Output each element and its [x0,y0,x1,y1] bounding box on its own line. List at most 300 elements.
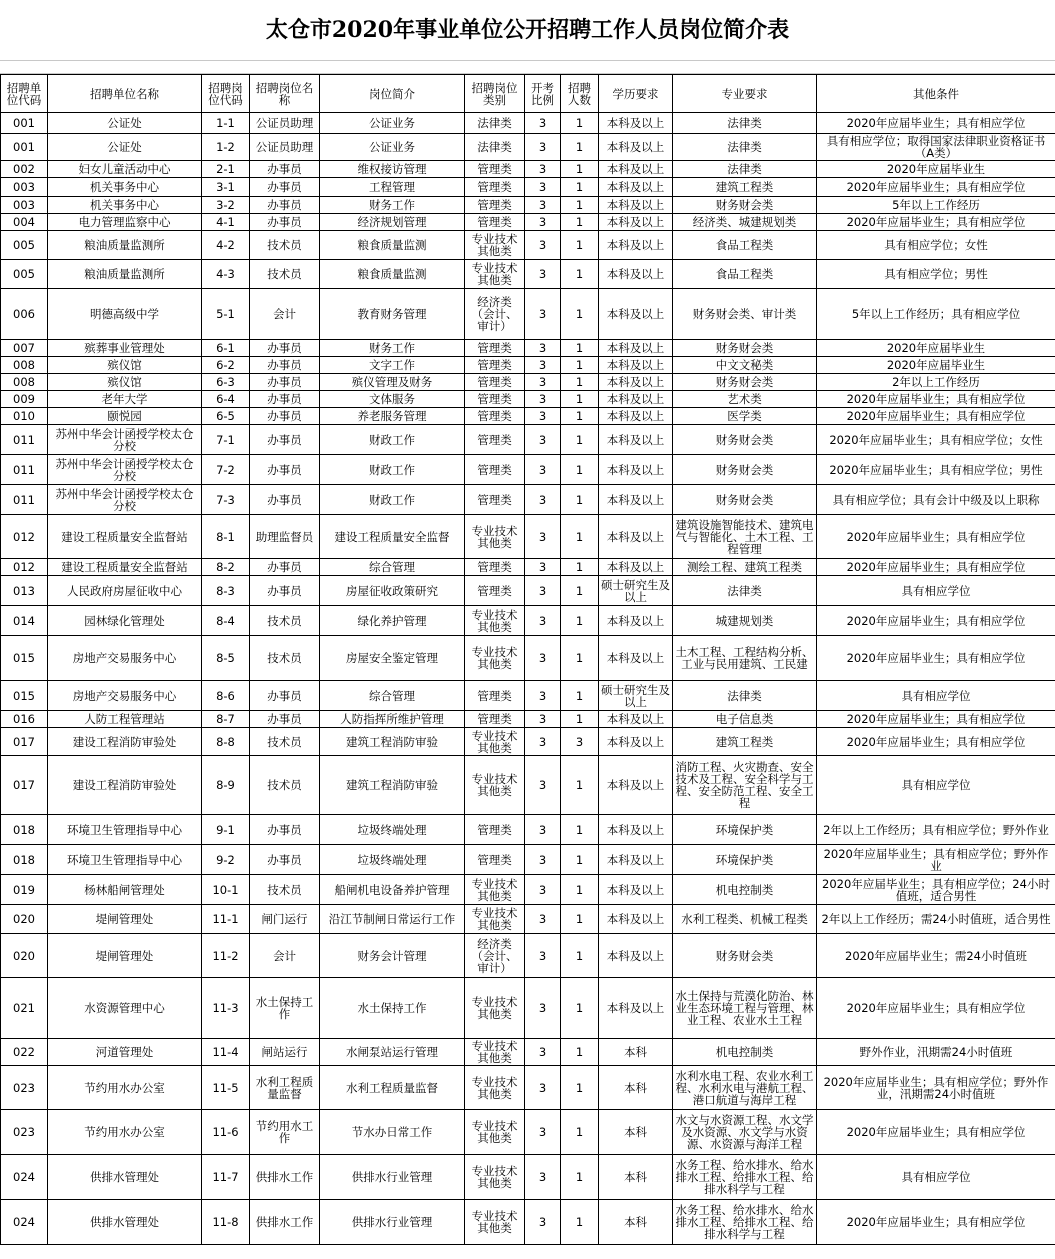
cell-unit-name: 建设工程质量安全监督站 [48,515,202,559]
cell-post-name: 办事员 [250,711,320,728]
cell-unit-code: 007 [1,340,48,357]
cell-post-name: 闸门运行 [250,905,320,934]
cell-post-code: 4-3 [202,260,250,289]
cell-unit-name: 人防工程管理站 [48,711,202,728]
cell-hire-count: 1 [561,408,599,425]
cell-post-intro: 房屋征收政策研究 [320,576,465,606]
cell-exam-ratio: 3 [525,260,561,289]
cell-exam-ratio: 3 [525,845,561,875]
cell-post-intro: 公证业务 [320,113,465,134]
cell-exam-ratio: 3 [525,134,561,161]
header-post-intro: 岗位简介 [320,75,465,113]
cell-exam-ratio: 3 [525,113,561,134]
cell-major: 食品工程类 [673,231,817,260]
cell-post-intro: 房屋安全鉴定管理 [320,636,465,681]
cell-unit-name: 殡葬事业管理处 [48,340,202,357]
cell-exam-ratio: 3 [525,161,561,178]
cell-other-conditions: 具有相应学位；取得国家法律职业资格证书（A类） [817,134,1055,161]
table-row [1,1110,1055,1155]
table-row [1,289,1055,340]
cell-unit-name: 环境卫生管理指导中心 [48,845,202,875]
table-row [1,340,1055,357]
cell-other-conditions: 2020年应届毕业生；具有相应学位 [817,391,1055,408]
table-row [1,161,1055,178]
cell-major: 法律类 [673,681,817,711]
cell-unit-name: 机关事务中心 [48,197,202,214]
cell-other-conditions: 具有相应学位 [817,576,1055,606]
cell-exam-ratio: 3 [525,728,561,756]
cell-post-category: 专业技术其他类 [465,231,525,260]
cell-education: 本科及以上 [599,113,673,134]
cell-education: 本科及以上 [599,606,673,636]
cell-education: 本科 [599,1155,673,1200]
cell-unit-code: 023 [1,1066,48,1110]
cell-post-name: 公证员助理 [250,134,320,161]
cell-hire-count: 1 [561,934,599,978]
cell-hire-count: 1 [561,1155,599,1200]
cell-other-conditions: 2020年应届毕业生；具有相应学位 [817,636,1055,681]
cell-post-category: 专业技术其他类 [465,1039,525,1066]
cell-post-name: 技术员 [250,728,320,756]
cell-post-intro: 垃圾终端处理 [320,815,465,845]
cell-post-code: 6-1 [202,340,250,357]
table-row [1,934,1055,978]
cell-education: 本科及以上 [599,134,673,161]
cell-post-code: 7-2 [202,455,250,485]
cell-major: 财务财会类 [673,197,817,214]
cell-unit-name: 机关事务中心 [48,178,202,197]
cell-major: 城建规划类 [673,606,817,636]
cell-unit-code: 012 [1,559,48,576]
cell-post-intro: 沿江节制闸日常运行工作 [320,905,465,934]
cell-education: 本科及以上 [599,559,673,576]
cell-other-conditions: 2020年应届毕业生；具有相应学位；女性 [817,425,1055,455]
cell-other-conditions: 具有相应学位 [817,1155,1055,1200]
cell-post-intro: 财政工作 [320,425,465,455]
cell-major: 财务财会类 [673,934,817,978]
cell-exam-ratio: 3 [525,1110,561,1155]
cell-exam-ratio: 3 [525,576,561,606]
cell-education: 本科及以上 [599,636,673,681]
cell-post-category: 管理类 [465,576,525,606]
cell-post-intro: 建设工程质量安全监督 [320,515,465,559]
cell-post-name: 办事员 [250,815,320,845]
table-row [1,875,1055,905]
cell-unit-name: 环境卫生管理指导中心 [48,815,202,845]
cell-post-code: 8-9 [202,756,250,815]
table-row [1,845,1055,875]
cell-post-intro: 殡仪管理及财务 [320,374,465,391]
cell-post-intro: 财务会计管理 [320,934,465,978]
cell-major: 财务财会类 [673,340,817,357]
cell-post-code: 11-5 [202,1066,250,1110]
cell-major: 环境保护类 [673,845,817,875]
cell-hire-count: 1 [561,214,599,231]
cell-other-conditions: 2年以上工作经历；具有相应学位；野外作业 [817,815,1055,845]
cell-post-code: 8-1 [202,515,250,559]
cell-post-code: 9-1 [202,815,250,845]
cell-unit-name: 电力管理监察中心 [48,214,202,231]
cell-other-conditions: 2020年应届毕业生；具有相应学位；野外作业，汛期需24小时值班 [817,1066,1055,1110]
cell-education: 本科 [599,1039,673,1066]
cell-post-intro: 综合管理 [320,681,465,711]
cell-education: 本科及以上 [599,875,673,905]
table-row [1,357,1055,374]
cell-unit-code: 003 [1,197,48,214]
cell-unit-code: 015 [1,636,48,681]
cell-unit-code: 002 [1,161,48,178]
cell-major: 财务财会类、审计类 [673,289,817,340]
cell-post-code: 5-1 [202,289,250,340]
cell-unit-code: 020 [1,905,48,934]
cell-post-category: 法律类 [465,113,525,134]
cell-education: 硕士研究生及以上 [599,576,673,606]
cell-post-name: 技术员 [250,636,320,681]
cell-major: 水利水电工程、农业水利工程、水利水电与港航工程、港口航道与海岸工程 [673,1066,817,1110]
cell-unit-code: 009 [1,391,48,408]
cell-post-intro: 养老服务管理 [320,408,465,425]
cell-post-name: 技术员 [250,875,320,905]
cell-major: 建筑设施智能技术、建筑电气与智能化、土木工程、工程管理 [673,515,817,559]
cell-education: 本科及以上 [599,289,673,340]
cell-other-conditions: 2020年应届毕业生；具有相应学位；24小时值班，适合男性 [817,875,1055,905]
cell-post-name: 技术员 [250,260,320,289]
cell-unit-code: 008 [1,374,48,391]
cell-post-code: 3-2 [202,197,250,214]
cell-education: 本科及以上 [599,455,673,485]
header-post-name: 招聘岗位名称 [250,75,320,113]
cell-other-conditions: 具有相应学位 [817,756,1055,815]
cell-unit-code: 022 [1,1039,48,1066]
cell-hire-count: 1 [561,260,599,289]
table-row [1,113,1055,134]
cell-post-name: 会计 [250,934,320,978]
cell-exam-ratio: 3 [525,978,561,1039]
table-row [1,515,1055,559]
cell-education: 本科及以上 [599,728,673,756]
cell-unit-name: 苏州中华会计函授学校太仓分校 [48,425,202,455]
cell-exam-ratio: 3 [525,1066,561,1110]
table-row [1,756,1055,815]
cell-post-category: 管理类 [465,455,525,485]
cell-exam-ratio: 3 [525,711,561,728]
cell-post-name: 会计 [250,289,320,340]
cell-unit-code: 012 [1,515,48,559]
cell-unit-name: 公证处 [48,113,202,134]
cell-major: 机电控制类 [673,875,817,905]
cell-post-intro: 节水办日常工作 [320,1110,465,1155]
cell-education: 本科及以上 [599,905,673,934]
cell-unit-code: 008 [1,357,48,374]
cell-major: 艺术类 [673,391,817,408]
cell-major: 食品工程类 [673,260,817,289]
cell-major: 中文文秘类 [673,357,817,374]
cell-exam-ratio: 3 [525,815,561,845]
cell-education: 本科及以上 [599,845,673,875]
cell-unit-code: 006 [1,289,48,340]
cell-hire-count: 1 [561,905,599,934]
cell-post-intro: 工程管理 [320,178,465,197]
cell-education: 本科 [599,1110,673,1155]
table-row [1,681,1055,711]
cell-major: 消防工程、火灾勘查、安全技术及工程、安全科学与工程、安全防范工程、安全工程 [673,756,817,815]
cell-major: 水土保持与荒漠化防治、林业生态环境工程与管理、林业工程、农业水土工程 [673,978,817,1039]
cell-post-name: 闸站运行 [250,1039,320,1066]
cell-education: 本科 [599,1200,673,1245]
cell-post-intro: 粮食质量监测 [320,231,465,260]
cell-post-intro: 财务工作 [320,340,465,357]
cell-hire-count: 3 [561,728,599,756]
table-row [1,606,1055,636]
table-row [1,576,1055,606]
table-row [1,391,1055,408]
cell-unit-code: 011 [1,425,48,455]
cell-unit-code: 010 [1,408,48,425]
header-unit-code: 招聘单位代码 [1,75,48,113]
cell-hire-count: 1 [561,1110,599,1155]
cell-unit-name: 供排水管理处 [48,1155,202,1200]
cell-exam-ratio: 3 [525,1039,561,1066]
cell-major: 法律类 [673,113,817,134]
table-row [1,905,1055,934]
cell-unit-code: 024 [1,1155,48,1200]
cell-hire-count: 1 [561,134,599,161]
table-row [1,214,1055,231]
cell-post-name: 办事员 [250,455,320,485]
table-row [1,178,1055,197]
cell-post-category: 经济类（会计、审计） [465,289,525,340]
cell-post-intro: 供排水行业管理 [320,1155,465,1200]
cell-exam-ratio: 3 [525,905,561,934]
cell-post-category: 专业技术其他类 [465,260,525,289]
table-row [1,455,1055,485]
cell-post-code: 1-1 [202,113,250,134]
cell-unit-code: 011 [1,485,48,515]
cell-other-conditions: 2020年应届毕业生；具有相应学位 [817,214,1055,231]
cell-other-conditions: 2020年应届毕业生；具有相应学位 [817,178,1055,197]
cell-unit-code: 001 [1,113,48,134]
cell-other-conditions: 2020年应届毕业生 [817,357,1055,374]
cell-other-conditions: 具有相应学位；女性 [817,231,1055,260]
cell-unit-name: 节约用水办公室 [48,1066,202,1110]
cell-unit-name: 房地产交易服务中心 [48,681,202,711]
cell-education: 本科 [599,1066,673,1110]
cell-other-conditions: 具有相应学位 [817,681,1055,711]
cell-education: 本科及以上 [599,340,673,357]
cell-unit-code: 015 [1,681,48,711]
cell-post-name: 供排水工作 [250,1200,320,1245]
header-post-category: 招聘岗位类别 [465,75,525,113]
cell-post-category: 管理类 [465,214,525,231]
cell-post-category: 专业技术其他类 [465,978,525,1039]
cell-post-category: 专业技术其他类 [465,1155,525,1200]
table-row [1,1155,1055,1200]
cell-unit-code: 005 [1,231,48,260]
cell-education: 本科及以上 [599,391,673,408]
cell-other-conditions: 5年以上工作经历 [817,197,1055,214]
cell-unit-code: 016 [1,711,48,728]
cell-post-name: 办事员 [250,357,320,374]
table-row [1,231,1055,260]
cell-major: 建筑工程类 [673,178,817,197]
cell-post-category: 管理类 [465,408,525,425]
cell-exam-ratio: 3 [525,485,561,515]
table-row [1,134,1055,161]
cell-post-intro: 粮食质量监测 [320,260,465,289]
cell-major: 水利工程类、机械工程类 [673,905,817,934]
cell-post-code: 11-6 [202,1110,250,1155]
cell-unit-name: 杨林船闸管理处 [48,875,202,905]
cell-unit-code: 018 [1,845,48,875]
cell-exam-ratio: 3 [525,178,561,197]
cell-post-category: 管理类 [465,815,525,845]
cell-post-code: 8-5 [202,636,250,681]
cell-major: 土木工程、工程结构分析、工业与民用建筑、工民建 [673,636,817,681]
cell-hire-count: 1 [561,231,599,260]
cell-unit-name: 园林绿化管理处 [48,606,202,636]
cell-unit-name: 殡仪馆 [48,374,202,391]
cell-post-category: 法律类 [465,134,525,161]
cell-post-code: 8-4 [202,606,250,636]
cell-post-code: 7-3 [202,485,250,515]
cell-hire-count: 1 [561,875,599,905]
cell-unit-name: 粮油质量监测所 [48,260,202,289]
cell-post-category: 管理类 [465,485,525,515]
cell-hire-count: 1 [561,357,599,374]
cell-post-name: 办事员 [250,559,320,576]
table-row [1,425,1055,455]
cell-major: 经济类、城建规划类 [673,214,817,231]
cell-unit-code: 013 [1,576,48,606]
cell-post-code: 1-2 [202,134,250,161]
cell-unit-name: 妇女儿童活动中心 [48,161,202,178]
cell-post-intro: 绿化养护管理 [320,606,465,636]
cell-hire-count: 1 [561,559,599,576]
cell-post-code: 8-7 [202,711,250,728]
cell-post-intro: 水土保持工作 [320,978,465,1039]
cell-exam-ratio: 3 [525,455,561,485]
cell-post-category: 管理类 [465,711,525,728]
cell-education: 本科及以上 [599,408,673,425]
cell-post-category: 管理类 [465,197,525,214]
cell-post-name: 办事员 [250,485,320,515]
cell-hire-count: 1 [561,606,599,636]
cell-post-intro: 财政工作 [320,455,465,485]
cell-other-conditions: 2020年应届毕业生；具有相应学位 [817,113,1055,134]
cell-major: 水文与水资源工程、水文学及水资源、水文学与水资源、水资源与海洋工程 [673,1110,817,1155]
cell-major: 财务财会类 [673,374,817,391]
cell-exam-ratio: 3 [525,408,561,425]
cell-other-conditions: 2020年应届毕业生；具有相应学位 [817,1200,1055,1245]
cell-post-name: 办事员 [250,340,320,357]
cell-unit-name: 节约用水办公室 [48,1110,202,1155]
cell-major: 法律类 [673,134,817,161]
cell-other-conditions: 2020年应届毕业生；具有相应学位 [817,515,1055,559]
cell-other-conditions: 2020年应届毕业生；具有相应学位 [817,559,1055,576]
cell-unit-code: 017 [1,728,48,756]
cell-post-intro: 建筑工程消防审验 [320,728,465,756]
cell-post-code: 11-3 [202,978,250,1039]
cell-post-name: 办事员 [250,425,320,455]
cell-other-conditions: 2年以上工作经历 [817,374,1055,391]
cell-exam-ratio: 3 [525,197,561,214]
cell-other-conditions: 2020年应届毕业生；具有相应学位；男性 [817,455,1055,485]
cell-unit-name: 颐悦园 [48,408,202,425]
cell-education: 本科及以上 [599,934,673,978]
table-header [1,75,1055,113]
cell-unit-name: 粮油质量监测所 [48,231,202,260]
cell-post-name: 办事员 [250,178,320,197]
cell-hire-count: 1 [561,711,599,728]
cell-post-code: 8-2 [202,559,250,576]
cell-major: 财务财会类 [673,425,817,455]
cell-hire-count: 1 [561,756,599,815]
cell-unit-name: 水资源管理中心 [48,978,202,1039]
cell-unit-code: 003 [1,178,48,197]
cell-education: 本科及以上 [599,260,673,289]
cell-post-code: 7-1 [202,425,250,455]
cell-other-conditions: 2020年应届毕业生；需24小时值班 [817,934,1055,978]
cell-unit-code: 011 [1,455,48,485]
table-row [1,260,1055,289]
table-row [1,485,1055,515]
cell-post-code: 4-1 [202,214,250,231]
cell-post-intro: 建筑工程消防审验 [320,756,465,815]
cell-post-category: 管理类 [465,559,525,576]
cell-post-name: 助理监督员 [250,515,320,559]
cell-post-name: 办事员 [250,408,320,425]
cell-exam-ratio: 3 [525,1155,561,1200]
cell-post-category: 专业技术其他类 [465,1110,525,1155]
cell-post-name: 技术员 [250,231,320,260]
cell-exam-ratio: 3 [525,391,561,408]
cell-education: 本科及以上 [599,485,673,515]
cell-hire-count: 1 [561,113,599,134]
cell-other-conditions: 具有相应学位；具有会计中级及以上职称 [817,485,1055,515]
job-table [0,74,1055,1245]
page-title: 太仓市2020年事业单位公开招聘工作人员岗位简介表 [0,0,1055,61]
cell-post-code: 3-1 [202,178,250,197]
cell-education: 本科及以上 [599,425,673,455]
cell-post-intro: 垃圾终端处理 [320,845,465,875]
cell-exam-ratio: 3 [525,875,561,905]
cell-unit-code: 019 [1,875,48,905]
cell-other-conditions: 2020年应届毕业生；具有相应学位 [817,711,1055,728]
cell-post-code: 10-1 [202,875,250,905]
cell-post-name: 节约用水工作 [250,1110,320,1155]
cell-post-name: 水土保持工作 [250,978,320,1039]
cell-unit-name: 建设工程消防审验处 [48,728,202,756]
cell-other-conditions: 2年以上工作经历；需24小时值班，适合男性 [817,905,1055,934]
cell-other-conditions: 2020年应届毕业生；具有相应学位 [817,728,1055,756]
cell-exam-ratio: 3 [525,374,561,391]
table-row [1,1200,1055,1245]
cell-major: 测绘工程、建筑工程类 [673,559,817,576]
cell-post-code: 9-2 [202,845,250,875]
cell-unit-code: 001 [1,134,48,161]
cell-post-intro: 教育财务管理 [320,289,465,340]
cell-education: 本科及以上 [599,197,673,214]
header-post-code: 招聘岗位代码 [202,75,250,113]
cell-education: 本科及以上 [599,178,673,197]
cell-major: 法律类 [673,576,817,606]
cell-post-code: 11-2 [202,934,250,978]
cell-unit-name: 明德高级中学 [48,289,202,340]
cell-other-conditions: 野外作业，汛期需24小时值班 [817,1039,1055,1066]
cell-post-category: 管理类 [465,178,525,197]
cell-unit-name: 供排水管理处 [48,1200,202,1245]
table-body [1,113,1055,1245]
